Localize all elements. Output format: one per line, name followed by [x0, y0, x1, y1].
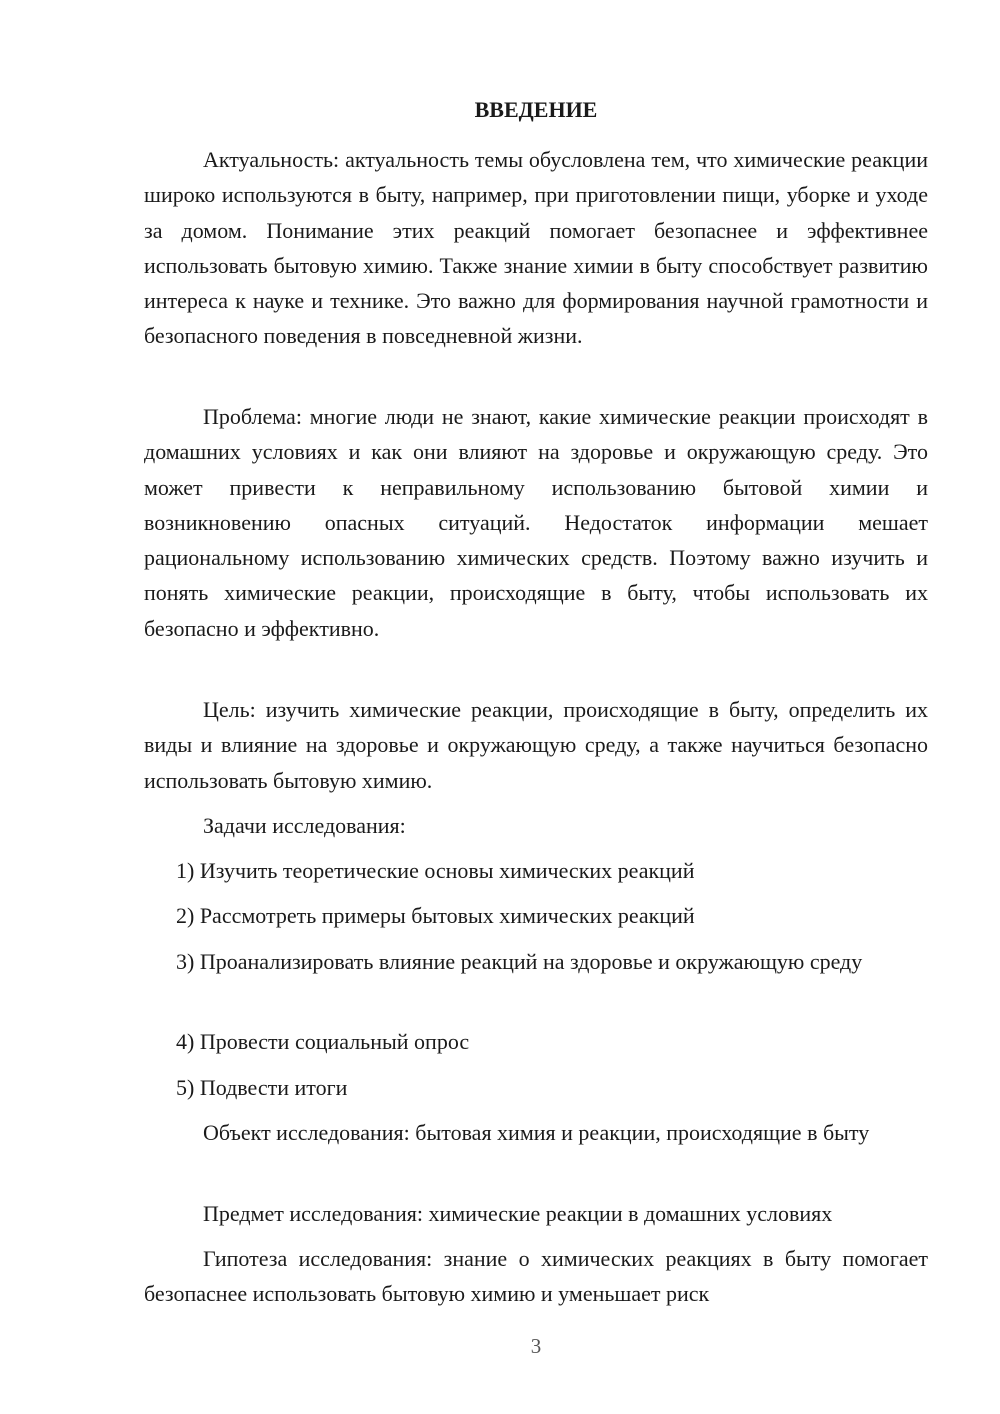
tasks-heading: Задачи исследования:: [203, 813, 406, 838]
paragraph-subject: Предмет исследования: химические реакции в домашних условиях: [203, 1201, 833, 1226]
paragraph-goal: Цель: изучить химические реакции, происходящие в быту, определить их виды и влияние на здоровье и окружающую среду, а также научиться безопасно использовать бытовую химию.: [144, 697, 928, 793]
task-item-5: 5) Подвести итоги: [176, 1075, 348, 1100]
paragraph-hypothesis: Гипотеза исследования: знание о химических реакциях в быту помогает безопаснее использовать бытовую химию и уменьшает риск: [144, 1246, 928, 1307]
task-item-3: 3) Проанализировать влияние реакций на здоровье и окружающую среду: [176, 949, 863, 974]
task-item-1: 1) Изучить теоретические основы химических реакций: [176, 858, 695, 883]
paragraph-problem: Проблема: многие люди не знают, какие химические реакции происходят в домашних условиях и как они влияют на здоровье и окружающую среду. Это может привести к неправильному использованию бытовой химии и возникновению опасных ситуаций. Недостаток информации мешает рациональному использованию химических средств. Поэтому важно изучить и понять химические реакции, происходящие в быту, чтобы использовать их безопасно и эффективно.: [144, 404, 928, 641]
paragraph-relevance: Актуальность: актуальность темы обусловлена тем, что химические реакции широко используются в быту, например, при приготовлении пищи, уборке и уходе за домом. Понимание этих реакций помогает безопаснее и эффективнее использовать бытовую химию. Также знание химии в быту способствует развитию интереса к науке и технике. Это важно для формирования научной грамотности и безопасного поведения в повседневной жизни.: [144, 147, 928, 349]
task-item-2: 2) Рассмотреть примеры бытовых химических реакций: [176, 903, 695, 928]
page-title: ВВЕДЕНИЕ: [474, 97, 598, 122]
task-item-4: 4) Провести социальный опрос: [176, 1029, 470, 1054]
paragraph-object: Объект исследования: бытовая химия и реакции, происходящие в быту: [203, 1120, 870, 1145]
page-number: 3: [530, 1334, 542, 1358]
